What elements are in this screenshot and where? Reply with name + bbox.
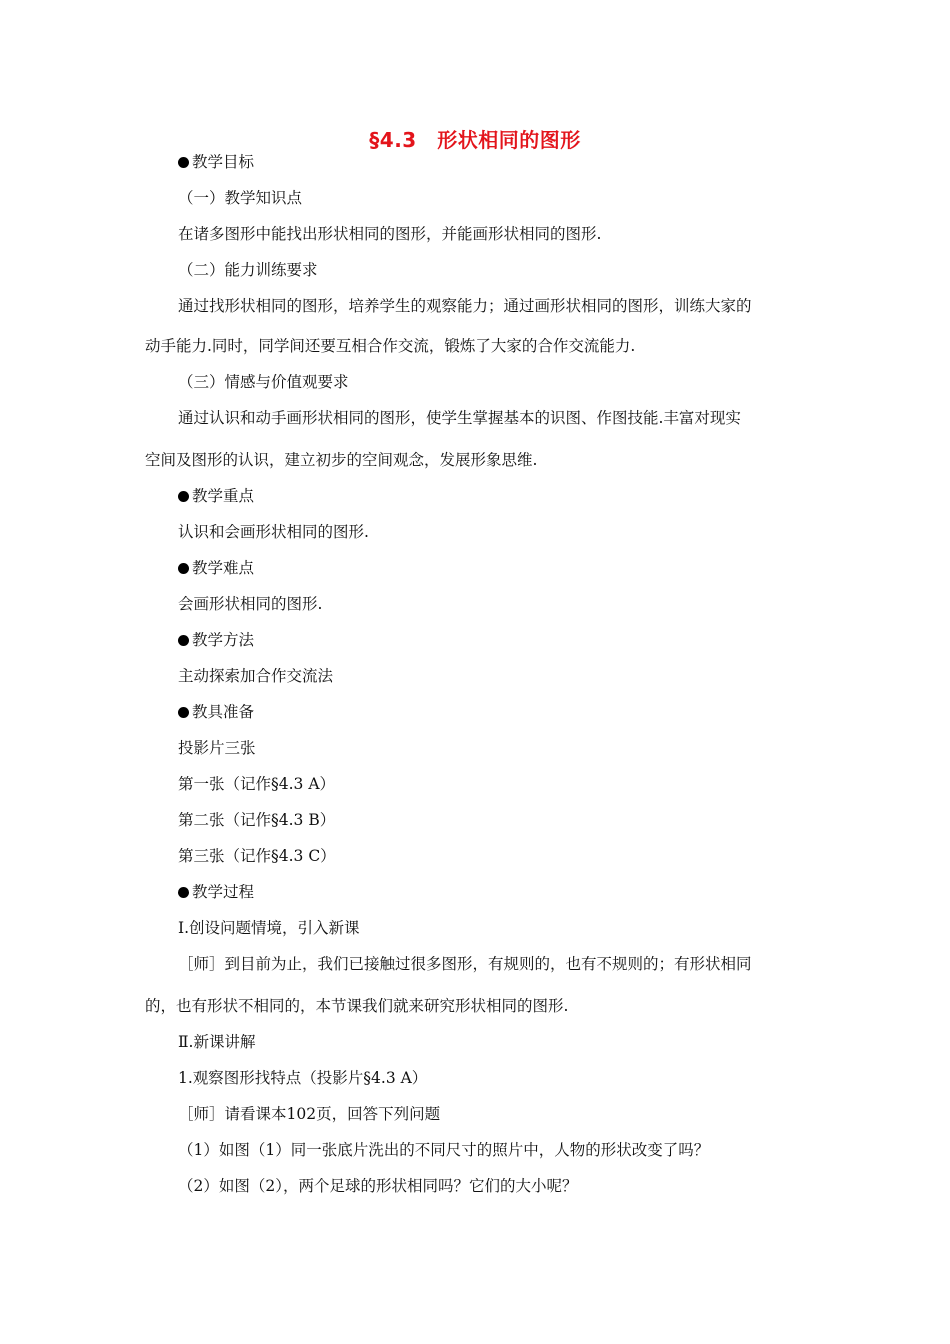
method-heading: 教学方法 — [178, 630, 254, 650]
bullet-icon — [178, 157, 189, 168]
difficulty-heading: 教学难点 — [178, 558, 254, 578]
process-heading: 教学过程 — [178, 882, 254, 902]
page-title: §4.3 形状相同的图形 — [369, 128, 581, 152]
goal-heading: 教学目标 — [178, 152, 254, 172]
question: （1）如图（1）同一张底片洗出的不同尺寸的照片中，人物的形状改变了吗？ — [178, 1141, 710, 1159]
bullet-icon — [178, 491, 189, 502]
paragraph: 投影片三张 — [178, 739, 256, 757]
list-item: 第三张（记作§4.3 C） — [178, 847, 336, 865]
bullet-icon — [178, 707, 189, 718]
paragraph: 通过认识和动手画形状相同的图形，使学生掌握基本的识图、作图技能.丰富对现实 — [178, 409, 741, 427]
paragraph: 会画形状相同的图形. — [178, 595, 323, 613]
paragraph: 通过找形状相同的图形，培养学生的观察能力；通过画形状相同的图形，训练大家的 — [178, 297, 752, 315]
paragraph: ［师］请看课本102页，回答下列问题 — [178, 1105, 441, 1123]
paragraph: 认识和会画形状相同的图形. — [178, 523, 369, 541]
step-heading: Ⅱ.新课讲解 — [178, 1033, 256, 1051]
list-item: 1.观察图形找特点（投影片§4.3 A） — [178, 1069, 428, 1087]
bullet-icon — [178, 563, 189, 574]
question: （2）如图（2），两个足球的形状相同吗？它们的大小呢？ — [178, 1177, 578, 1195]
list-item: 第一张（记作§4.3 A） — [178, 775, 336, 793]
paragraph: 主动探索加合作交流法 — [178, 667, 334, 685]
subheading: （一）教学知识点 — [178, 189, 303, 207]
subheading: （二）能力训练要求 — [178, 261, 318, 279]
tools-heading: 教具准备 — [178, 702, 254, 722]
bullet-icon — [178, 887, 189, 898]
key-heading: 教学重点 — [178, 486, 254, 506]
paragraph: ［师］到目前为止，我们已接触过很多图形，有规则的，也有不规则的；有形状相同 — [178, 955, 752, 973]
list-item: 第二张（记作§4.3 B） — [178, 811, 336, 829]
paragraph: 动手能力.同时，同学间还要互相合作交流，锻炼了大家的合作交流能力. — [145, 337, 636, 355]
paragraph: 的，也有形状不相同的，本节课我们就来研究形状相同的图形. — [145, 997, 569, 1015]
subheading: （三）情感与价值观要求 — [178, 373, 349, 391]
step-heading: Ⅰ.创设问题情境，引入新课 — [178, 919, 360, 937]
bullet-icon — [178, 635, 189, 646]
paragraph: 在诸多图形中能找出形状相同的图形，并能画形状相同的图形. — [178, 225, 602, 243]
paragraph: 空间及图形的认识，建立初步的空间观念，发展形象思维. — [145, 451, 538, 469]
